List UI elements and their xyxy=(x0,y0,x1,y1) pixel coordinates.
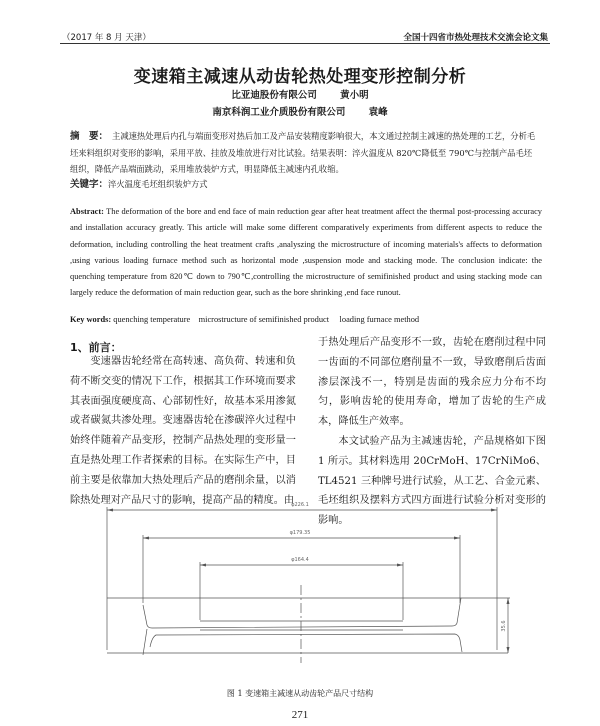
dim-label-inner-diameter: φ164.4 xyxy=(291,557,309,563)
dim-label-middle-diameter: φ179.35 xyxy=(289,530,311,536)
paper-title: 变速箱主减速从动齿轮热处理变形控制分析 xyxy=(133,67,467,87)
page-number: 271 xyxy=(291,709,309,721)
keywords-cn xyxy=(70,176,208,190)
author-name: 黄小明 xyxy=(340,90,369,101)
intro-paragraph: 本文试验产品为主减速齿轮，产品规格如下图 1 所示。其材料选用 20CrMoH、17CrNiMo6、TL4521 三种牌号进行试验，从工艺、合金元素、毛坯组织及摆料方式四方面进行试验分析对变形的影响。 xyxy=(318,435,546,527)
section-heading-intro: 1、前言： xyxy=(70,341,122,354)
abstract-en-text: The deformation of the bore and end face of main reduction gear after heat treatment affect the thermal post-processing accuracy and installation accuracy greatly. This article will make some different comparatively experiments from different aspects to reduce the deformation, including controlling the heat treatment crafts ,analyszing the microstructure of incoming materials's affects to deformation ,using various loading furnace method such as horizontal mode ,suspension mode and stacking mode. The conclusion indicate: the quenching temperature from 820℃ down to 790℃,controlling the microstructure of semifinished product and using stacking mode can largely reduce the deformation of main reduction gear, such as the bore shrinking ,end face runout. xyxy=(70,207,542,298)
author-affiliation: 南京科润工业介质股份有限公司 xyxy=(212,107,346,118)
dim-label-height: 35.6 xyxy=(501,620,507,632)
intro-paragraph: 于热处理后产品变形不一致，齿轮在磨削过程中同一齿面的不同部位磨削量不一致，导致磨削后齿面渗层深浅不一，特别是齿面的残余应力分布不均匀，影响齿轮的使用寿命，增加了齿轮的生产成本，降低生产效率。 xyxy=(318,337,546,428)
keywords-en-label: Key words: xyxy=(70,315,112,324)
abstract-en-label: Abstract: xyxy=(70,207,104,216)
intro-left-column: 变速器齿轮经常在高转速、高负荷、转速和负荷不断交变的情况下工作，根据其工作环境而要求其表面强度硬度高、心部韧性好，故基本采用渗氮或者碳氮共渗处理。变速器齿轮在渗碳淬火过程中始终伴随着产品变形，控制产品热处理的变形量一直是热处理工作者探索的目标。在实际生产中，目前主要是依靠加大热处理后产品的磨削余量，以消除热处理对产品尺寸的影响，提高产品的精度。由 xyxy=(70,356,296,506)
dim-label-outer-diameter: φ226.1 xyxy=(291,502,309,508)
keywords-en-text: quenching temperature microstructure of semifinished product loading furnace method xyxy=(113,315,420,324)
keywords-cn-text: 淬火温度毛坯组织装炉方式 xyxy=(108,179,208,189)
abstract-cn xyxy=(70,128,540,177)
header-conference-date: （2017 年 8 月 天津） xyxy=(62,33,151,43)
abstract-cn-text: 主减速热处理后内孔与端面变形对热后加工及产品安装精度影响很大，本文通过控制主减速的热处理的工艺，分析毛坯来料组织对变形的影响，采用平放、挂放及堆放进行对比试验。结果表明：淬火温度从 820℃降低至 790℃与控制产品毛坯组织，降低产品端面跳动，采用堆放装炉方式，明显降低主减速内孔收缩。 xyxy=(70,131,536,174)
header-proceedings-title: 全国十四省市热处理技术交流会论文集 xyxy=(403,33,548,43)
abstract-en xyxy=(70,204,542,302)
author-name: 袁峰 xyxy=(368,107,388,118)
figure-1-drawing xyxy=(0,495,600,675)
figure-1-caption: 图 1 变速箱主减速从动齿轮产品尺寸结构 xyxy=(226,689,374,698)
abstract-cn-label: 摘 要： xyxy=(70,131,109,142)
keywords-cn-label: 关键字： xyxy=(70,179,109,190)
author-line-2 xyxy=(0,104,600,118)
author-line-1 xyxy=(0,87,600,101)
author-affiliation: 比亚迪股份有限公司 xyxy=(231,90,317,101)
keywords-en xyxy=(70,315,419,324)
header-rule xyxy=(60,43,550,44)
